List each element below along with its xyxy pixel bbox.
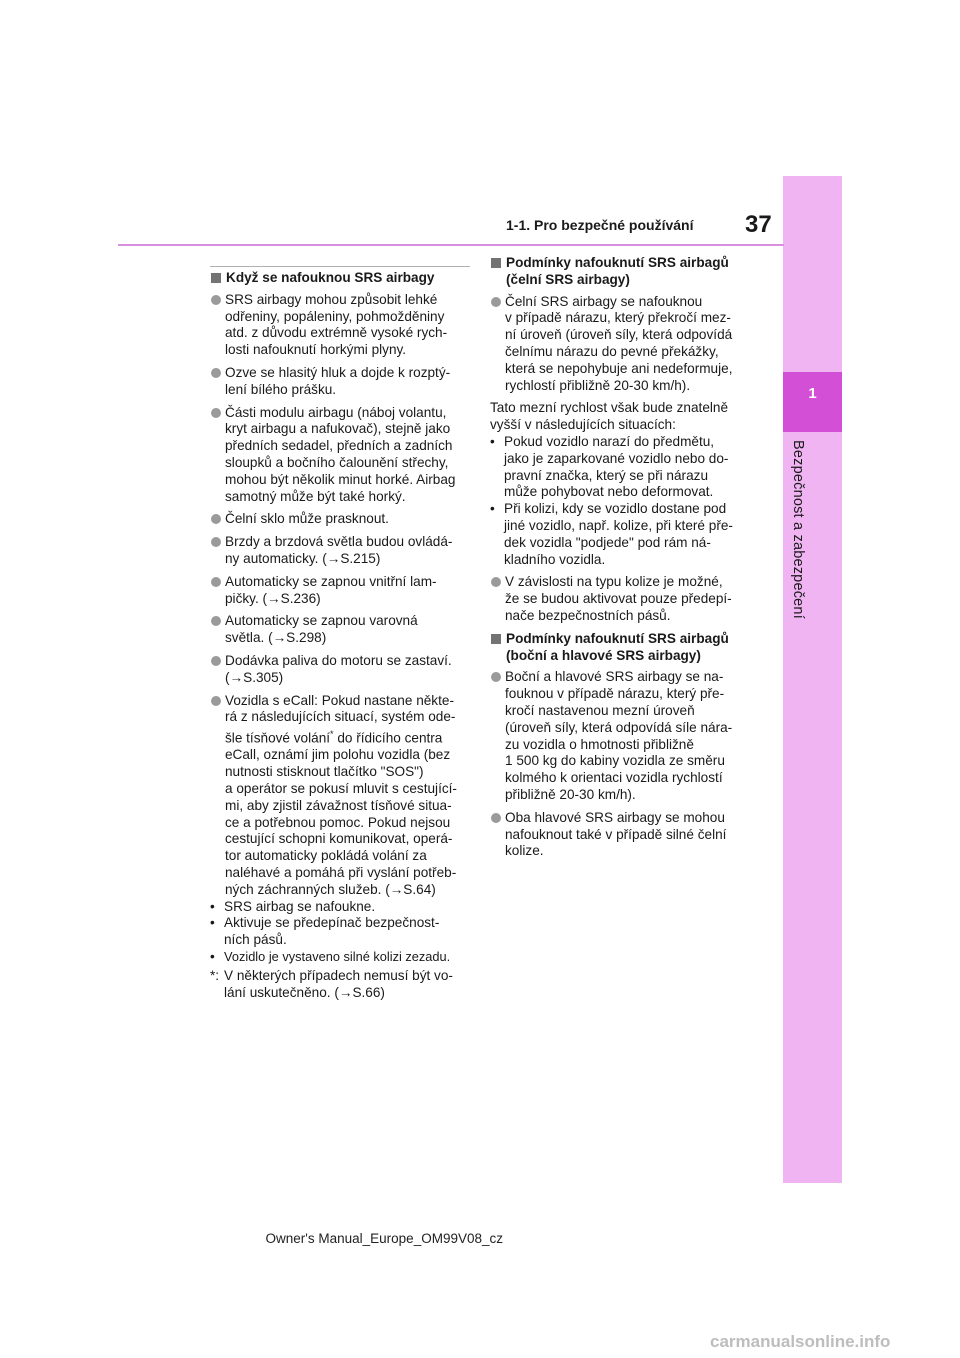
footnote-asterisk: * <box>330 729 334 740</box>
round-bullet-icon <box>491 577 501 587</box>
left-column <box>210 266 470 1001</box>
sub-list-item: • Vozidlo je vystaveno silné kolizi zezadu. <box>210 949 451 965</box>
paragraph: Tato mezní rychlost však bude znatelně vyšší v následujících situacích: <box>490 400 729 433</box>
square-bullet-icon <box>211 273 221 283</box>
round-bullet-icon <box>211 577 221 587</box>
round-bullet-icon <box>211 616 221 626</box>
watermark: carmanualsonline.info <box>710 1332 891 1351</box>
section-heading: Podmínky nafouknutí SRS airbagů (čelní SRS airbagy) <box>490 255 755 289</box>
list-item: Čelní SRS airbagy se nafouknou v případě nárazu, který překročí mez- ní úroveň (úroveň síly, která odpovídá čelnímu nárazu do pevné překážky, která se nepohybuje ani nedeformuje, rychlostí přibližně 20-30 km/h). <box>490 294 755 395</box>
section-divider <box>210 266 470 267</box>
section-title: 1-1. Pro bezpečné používání <box>506 217 694 233</box>
round-bullet-icon <box>211 514 221 524</box>
square-bullet-icon <box>491 258 501 268</box>
section-heading: Podmínky nafouknutí SRS airbagů (boční a hlavové SRS airbagy) <box>490 631 755 665</box>
list-item: Automaticky se zapnou varovná světla. (→S.298) <box>210 613 470 647</box>
footnote: *: V některých případech nemusí být vo- lání uskutečněno. (→S.66) <box>210 967 453 1000</box>
list-item: Boční a hlavové SRS airbagy se na- fouknou v případě nárazu, který pře- kročí nastavenou mezní úroveň (úroveň síly, která odpovídá síle nára- zu vozidla o hmotnosti přibližně 1 500 kg do kabiny vozidla ze směru kolmého k orientaci vozidla rychlostí přibližně 20-30 km/h). <box>490 669 755 803</box>
list-item: Ozve se hlasitý hluk a dojde k rozptý- lení bílého prášku. <box>210 365 470 399</box>
round-bullet-icon <box>211 537 221 547</box>
round-bullet-icon <box>491 813 501 823</box>
chapter-side-tab <box>783 176 842 1183</box>
chapter-tab-marker <box>783 372 842 432</box>
chapter-title: Bezpečnost a zabezpečení <box>790 440 806 619</box>
list-item: Automaticky se zapnou vnitřní lam- pičky. (→S.236) <box>210 574 470 608</box>
sub-list-item: • Při kolizi, kdy se vozidlo dostane pod jiné vozidlo, např. kolize, při které pře- dek vozidla "podjede" pod rám ná- kladního vozidla. <box>490 501 733 567</box>
round-bullet-icon <box>491 297 501 307</box>
section-heading: Když se nafouknou SRS airbagy <box>210 270 470 287</box>
square-bullet-icon <box>491 634 501 644</box>
header-divider <box>118 244 784 246</box>
sub-list-item: • Pokud vozidlo narazí do předmětu, jako je zaparkované vozidlo nebo do- pravní značka, který se při nárazu může pohybovat nebo deformovat. <box>490 433 729 500</box>
round-bullet-icon <box>211 408 221 418</box>
sub-list-item: • Aktivuje se předepínač bezpečnost- ních pásů. <box>210 915 440 948</box>
list-item: V závislosti na typu kolize je možné, že se budou aktivovat pouze předepí- nače bezpečnostních pásů. <box>490 574 755 624</box>
round-bullet-icon <box>211 368 221 378</box>
ecall-list-item: Vozidla s eCall: Pokud nastane někte- rá z následujících situací, systém ode- šle tísňové volání* do řídicího centra eCall, oznámí jim polohu vozidla (bez nutnosti stisknout tlačítko "SOS") a operátor se pokusí mluvit s cestující- mi, aby zjistil závažnost tísňové situa- ce a potřebnou pomoc. Pokud nejsou cestující schopni komunikovat, operá- tor automaticky pokládá volání za naléhavé a pomáhá při vyslání potřeb- ných záchranných služeb. (→S.64) <box>210 693 470 899</box>
list-item: Dodávka paliva do motoru se zastaví. (→S.305) <box>210 653 470 687</box>
list-item: Čelní sklo může prasknout. <box>210 511 470 528</box>
round-bullet-icon <box>211 696 221 706</box>
chapter-number: 1 <box>808 385 817 402</box>
right-column <box>490 255 755 866</box>
sub-list-item: • SRS airbag se nafoukne. <box>210 898 376 914</box>
manual-footer: Owner's Manual_Europe_OM99V08_cz <box>265 1231 503 1246</box>
list-item: Brzdy a brzdová světla budou ovládá- ny automaticky. (→S.215) <box>210 534 470 568</box>
round-bullet-icon <box>491 672 501 682</box>
round-bullet-icon <box>211 656 221 666</box>
list-item: Oba hlavové SRS airbagy se mohou nafouknout také v případě silné čelní kolize. <box>490 810 755 860</box>
list-item: Části modulu airbagu (náboj volantu, kryt airbagu a nafukovač), stejně jako předních sedadel, předních a zadních sloupků a bočního čalounění střechy, mohou být několik minut horké. Airbag samotný může být také horký. <box>210 405 470 506</box>
round-bullet-icon <box>211 295 221 305</box>
page-number: 37 <box>745 211 772 238</box>
list-item: SRS airbagy mohou způsobit lehké odřeniny, popáleniny, pohmožděniny atd. z důvodu extrémně vysoké rych- losti nafouknutí horkými plyny. <box>210 292 470 359</box>
